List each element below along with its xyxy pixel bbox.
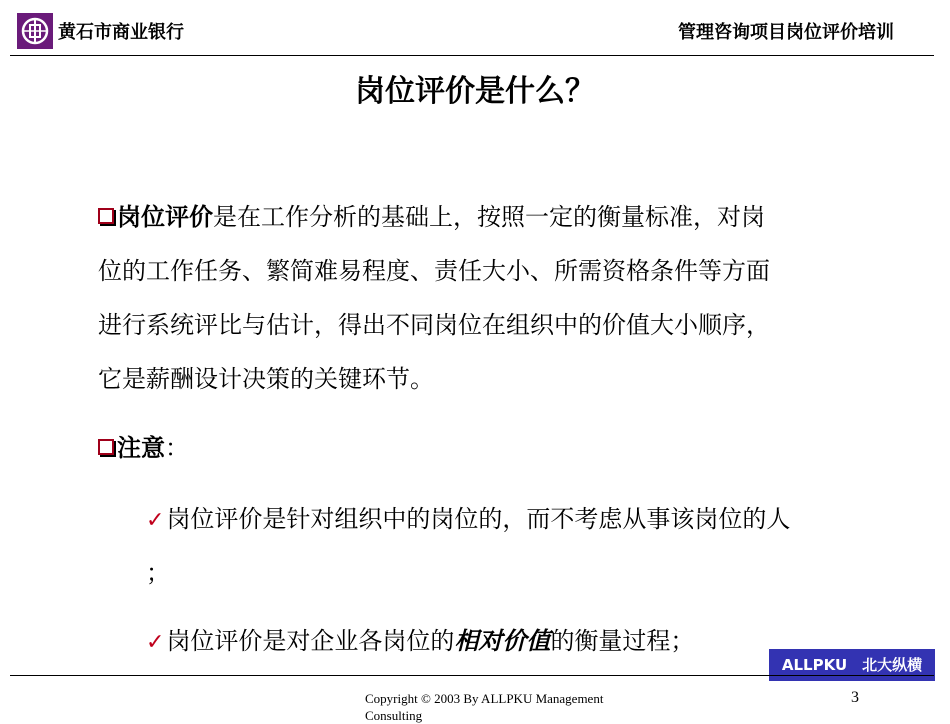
note-point-1-text: 岗位评价是针对组织中的岗位的，而不考虑从事该岗位的人: [166, 505, 791, 533]
footer-divider: [10, 675, 934, 676]
note-point-2-before: 岗位评价是对企业各岗位的: [166, 627, 455, 655]
note-point-2-after: 的衡量过程；: [550, 627, 695, 655]
checkmark-icon: ✓: [146, 508, 165, 533]
note-point-1-continued: ；: [146, 559, 170, 587]
definition-term: 岗位评价: [117, 203, 213, 231]
definition-line-1: [98, 190, 765, 244]
definition-line-3: 进行系统评比与估计，得出不同岗位在组织中的价值大小顺序，: [98, 311, 770, 339]
note-point-2-emphasis: 相对价值: [454, 626, 551, 655]
brand-badge: ALLPKU 北大纵横: [769, 649, 935, 681]
page-title: 岗位评价是什么？: [355, 74, 595, 109]
header-divider: [10, 55, 934, 56]
square-bullet-icon: [98, 208, 114, 224]
checkmark-icon: ✓: [146, 630, 165, 655]
note-heading: [98, 421, 189, 475]
course-title: 管理咨询项目岗位评价培训: [678, 22, 894, 43]
note-colon: ：: [165, 434, 189, 462]
bank-logo: [17, 13, 53, 49]
note-point-1: [146, 492, 790, 548]
definition-line-4: 它是薪酬设计决策的关键环节。: [98, 365, 434, 393]
copyright-notice: Copyright © 2003 By ALLPKU Management Consulting: [365, 691, 604, 723]
note-point-2: [146, 614, 694, 670]
square-bullet-icon: [98, 439, 114, 455]
definition-line-2: 位的工作任务、繁简难易程度、责任大小、所需资格条件等方面: [98, 257, 770, 285]
bank-name: 黄石市商业银行: [58, 22, 184, 43]
definition-text: 是在工作分析的基础上，按照一定的衡量标准，对岗: [213, 203, 765, 231]
page-number: 3: [851, 689, 859, 706]
note-label: 注意: [117, 434, 165, 462]
